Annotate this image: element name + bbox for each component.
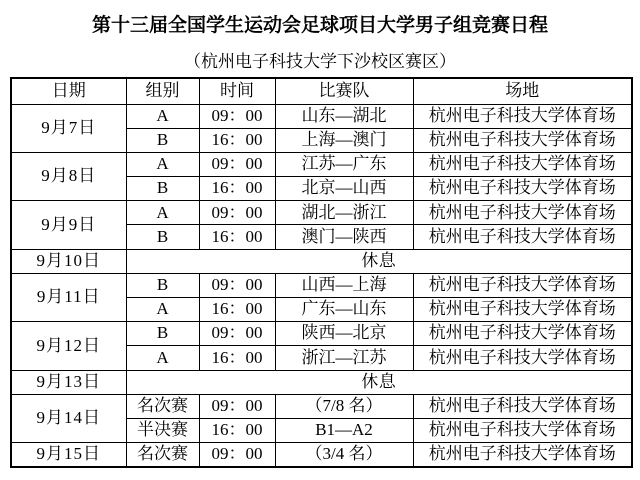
venue-cell: 杭州电子科技大学体育场 <box>413 322 632 346</box>
venue-cell: 杭州电子科技大学体育场 <box>413 201 632 225</box>
table-row <box>11 273 632 297</box>
table-row <box>11 104 632 128</box>
group-cell: 名次赛 <box>126 443 199 467</box>
column-header-venue: 场地 <box>413 78 632 104</box>
time-cell: 09：00 <box>199 443 275 467</box>
date-cell: 9月15日 <box>11 443 126 467</box>
venue-cell: 杭州电子科技大学体育场 <box>413 418 632 442</box>
rest-row <box>11 370 632 394</box>
document-title: 第十三届全国学生运动会足球项目大学男子组竞赛日程 <box>91 15 548 36</box>
venue-cell: 杭州电子科技大学体育场 <box>413 177 632 201</box>
time-cell: 09：00 <box>199 273 275 297</box>
teams-cell: B1—A2 <box>275 418 413 442</box>
teams-cell: 浙江—江苏 <box>275 346 413 370</box>
date-cell: 9月10日 <box>11 249 126 273</box>
time-cell: 09：00 <box>199 322 275 346</box>
group-cell: A <box>126 298 199 322</box>
table-row <box>11 201 632 225</box>
date-cell: 9月14日 <box>11 394 126 442</box>
time-cell: 09：00 <box>199 394 275 418</box>
date-cell: 9月7日 <box>11 104 126 152</box>
time-cell: 16：00 <box>199 298 275 322</box>
venue-cell: 杭州电子科技大学体育场 <box>413 273 632 297</box>
group-cell: B <box>126 322 199 346</box>
header-row <box>11 78 632 104</box>
venue-cell: 杭州电子科技大学体育场 <box>413 152 632 176</box>
group-cell: A <box>126 104 199 128</box>
teams-cell: 山东—湖北 <box>275 104 413 128</box>
date-cell: 9月12日 <box>11 322 126 370</box>
date-cell: 9月9日 <box>11 201 126 249</box>
teams-cell: 澳门—陕西 <box>275 225 413 249</box>
date-cell: 9月8日 <box>11 152 126 200</box>
document-subtitle: （杭州电子科技大学下沙校区赛区） <box>184 52 456 71</box>
group-cell: 名次赛 <box>126 394 199 418</box>
group-cell: 半决赛 <box>126 418 199 442</box>
group-cell: A <box>126 201 199 225</box>
table-row <box>11 394 632 418</box>
venue-cell: 杭州电子科技大学体育场 <box>413 443 632 467</box>
date-cell: 9月13日 <box>11 370 126 394</box>
schedule-table <box>10 77 633 468</box>
teams-cell: 山西—上海 <box>275 273 413 297</box>
teams-cell: 湖北—浙江 <box>275 201 413 225</box>
time-cell: 16：00 <box>199 418 275 442</box>
rest-row <box>11 249 632 273</box>
group-cell: B <box>126 128 199 152</box>
teams-cell: 江苏—广东 <box>275 152 413 176</box>
group-cell: B <box>126 225 199 249</box>
group-cell: A <box>126 346 199 370</box>
time-cell: 09：00 <box>199 152 275 176</box>
rest-cell: 休息 <box>126 370 632 394</box>
date-cell: 9月11日 <box>11 273 126 321</box>
group-cell: B <box>126 273 199 297</box>
teams-cell: 广东—山东 <box>275 298 413 322</box>
group-cell: B <box>126 177 199 201</box>
teams-cell: （3/4 名） <box>275 443 413 467</box>
table-row <box>11 322 632 346</box>
table-row <box>11 443 632 467</box>
table-row <box>11 152 632 176</box>
teams-cell: （7/8 名） <box>275 394 413 418</box>
venue-cell: 杭州电子科技大学体育场 <box>413 104 632 128</box>
column-header-time: 时间 <box>199 78 275 104</box>
group-cell: A <box>126 152 199 176</box>
rest-cell: 休息 <box>126 249 632 273</box>
time-cell: 16：00 <box>199 225 275 249</box>
venue-cell: 杭州电子科技大学体育场 <box>413 225 632 249</box>
time-cell: 16：00 <box>199 177 275 201</box>
time-cell: 09：00 <box>199 104 275 128</box>
time-cell: 09：00 <box>199 201 275 225</box>
time-cell: 16：00 <box>199 346 275 370</box>
column-header-group: 组别 <box>126 78 199 104</box>
venue-cell: 杭州电子科技大学体育场 <box>413 394 632 418</box>
venue-cell: 杭州电子科技大学体育场 <box>413 346 632 370</box>
teams-cell: 上海—澳门 <box>275 128 413 152</box>
teams-cell: 陕西—北京 <box>275 322 413 346</box>
venue-cell: 杭州电子科技大学体育场 <box>413 128 632 152</box>
column-header-teams: 比赛队 <box>275 78 413 104</box>
venue-cell: 杭州电子科技大学体育场 <box>413 298 632 322</box>
column-header-date: 日期 <box>11 78 126 104</box>
teams-cell: 北京—山西 <box>275 177 413 201</box>
time-cell: 16：00 <box>199 128 275 152</box>
